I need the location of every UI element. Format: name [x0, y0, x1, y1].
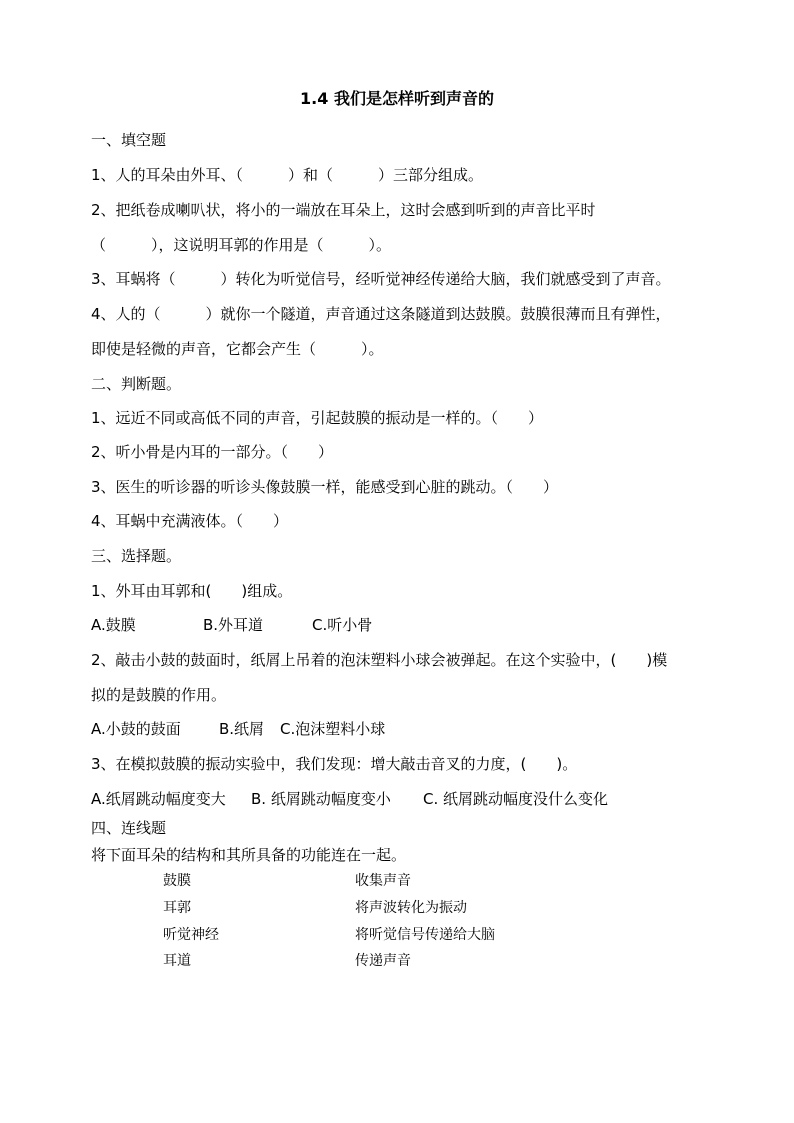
judge-question-4: 4、耳蜗中充满液体。（ ）: [91, 512, 289, 530]
option-a: A.鼓膜: [91, 616, 136, 634]
fill-question-3: 3、耳蜗将（ ）转化为听觉信号，经听觉神经传递给大脑，我们就感受到了声音。: [91, 270, 671, 288]
option-c: C. 纸屑跳动幅度没什么变化: [423, 790, 609, 808]
choice-question-1: 1、外耳由耳郭和( )组成。: [91, 582, 293, 600]
judge-question-2: 2、听小骨是内耳的一部分。（ ）: [91, 443, 334, 461]
fill-question-2-line2: （ ），这说明耳郭的作用是（ ）。: [91, 236, 392, 254]
match-right-item: 收集声音: [355, 873, 411, 889]
section1-heading: 一、填空题: [91, 131, 167, 149]
choice-question-2-line1: 2、敲击小鼓的鼓面时，纸屑上吊着的泡沫塑料小球会被弹起。在这个实验中，( )模: [91, 651, 668, 669]
match-right-item: 传递声音: [355, 953, 411, 969]
choice-question-2-line2: 拟的是鼓膜的作用。: [91, 686, 227, 704]
option-c: C.泡沫塑料小球: [280, 720, 386, 738]
match-left-item: 耳道: [163, 953, 191, 969]
choice-question-1-options: [91, 615, 372, 635]
fill-question-4-line2: 即使是轻微的声音，它都会产生（ ）。: [91, 340, 384, 358]
section4-heading: 四、连线题: [91, 819, 167, 837]
judge-question-1: 1、远近不同或高低不同的声音，引起鼓膜的振动是一样的。（ ）: [91, 409, 544, 427]
option-a: A.小鼓的鼓面: [91, 720, 181, 738]
fill-question-1: 1、人的耳朵由外耳、（ ）和（ ）三部分组成。: [91, 166, 484, 184]
section3-heading: 三、选择题。: [91, 547, 182, 565]
section2-heading: 二、判断题。: [91, 375, 182, 393]
option-b: B.纸屑: [219, 720, 265, 738]
choice-question-2-options: [91, 719, 385, 739]
choice-question-3: 3、在模拟鼓膜的振动实验中，我们发现：增大敲击音叉的力度，( )。: [91, 755, 578, 773]
option-c: C.听小骨: [312, 616, 373, 634]
option-b: B.外耳道: [203, 616, 264, 634]
option-a: A.纸屑跳动幅度变大: [91, 790, 226, 808]
match-left-item: 鼓膜: [163, 873, 191, 889]
fill-question-2-line1: 2、把纸卷成喇叭状，将小的一端放在耳朵上，这时会感到听到的声音比平时: [91, 201, 596, 219]
match-right-item: 将声波转化为振动: [355, 900, 467, 916]
matching-instruction: 将下面耳朵的结构和其所具备的功能连在一起。: [91, 846, 407, 864]
match-right-item: 将听觉信号传递给大脑: [355, 927, 495, 943]
choice-question-3-options: [91, 789, 608, 809]
option-b: B. 纸屑跳动幅度变小: [251, 790, 391, 808]
match-left-item: 听觉神经: [163, 927, 219, 943]
page-title: 1.4 我们是怎样听到声音的: [300, 89, 494, 108]
match-left-item: 耳郭: [163, 900, 191, 916]
judge-question-3: 3、医生的听诊器的听诊头像鼓膜一样，能感受到心脏的跳动。（ ）: [91, 478, 559, 496]
fill-question-4-line1: 4、人的（ ）就你一个隧道，声音通过这条隧道到达鼓膜。鼓膜很薄而且有弹性，: [91, 305, 671, 323]
